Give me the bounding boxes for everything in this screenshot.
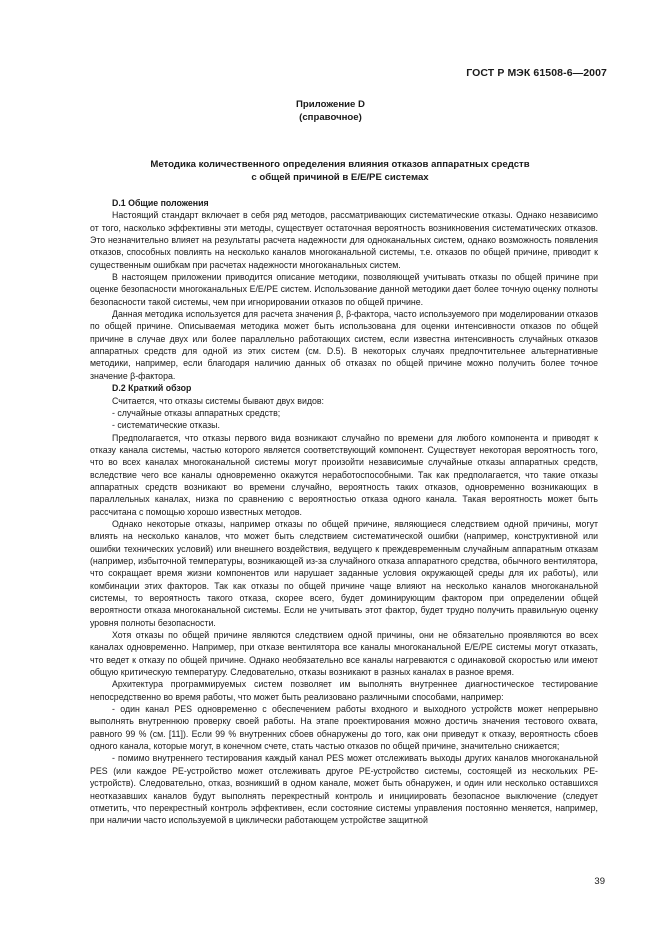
standard-header: ГОСТ Р МЭК 61508-6—2007 — [466, 67, 607, 79]
paragraph: Настоящий стандарт включает в себя ряд методов, рассматривающих систематические отказы. Однако независимо от того, насколько эффективны эти методы, существует остаточная вероятность возникновения систематических отказов. Это незначительно влияет на результаты расчета надежности для одноканальных систем, однако возможность появления отказов, способных повлиять на несколько каналов многоканальной системы, т.е. отказов по общей причине, приводит к существенным ошибкам при расчетах надежности многоканальных систем. — [90, 210, 598, 270]
list-item: - случайные отказы аппаратных средств; — [112, 407, 281, 418]
page-number: 39 — [594, 876, 605, 887]
paragraph: В настоящем приложении приводится описание методики, позволяющей учитывать отказы по общей причине при оценке безопасности многоканальных E/E/PE систем. Использование данной методики дает более точную оценку полноты безопасности такой системы, чем при игнорировании отказов по общей причине. — [90, 272, 598, 307]
body-text — [90, 197, 598, 827]
section-heading-d2: D.2 Краткий обзор — [112, 383, 192, 394]
document-title — [90, 158, 590, 184]
title-line-2: с общей причиной в E/E/PE системах — [251, 172, 429, 183]
list-item: - помимо внутреннего тестирования каждый канал PES может отслеживать выходы других каналов многоканальной PES (или каждое PE-устройство может отслеживать другое PE-устройство системы, состоящей из нескольких PE-устройств). Следовательно, отказ, возникший в одном канале, может быть обнаружен, и один или несколько оставшихся неотказавших каналов будут выполнять перекрестный контроль и инициировать безопасное выключение (следует отметить, что перекрестный контроль эффективен, если состояние системы управления постоянно меняется, например, при наличии часто используемой в циклически работающем устройстве защитной — [90, 753, 598, 826]
paragraph: Архитектура программируемых систем позволяет им выполнять внутреннее диагностическое тестирование непосредственно во время работы, что может быть реализовано различными способами, например: — [90, 679, 598, 702]
list-item: - систематические отказы. — [112, 420, 220, 431]
appendix-heading — [0, 98, 661, 124]
paragraph: Считается, что отказы системы бывают двух видов: — [112, 395, 325, 406]
paragraph: Данная методика используется для расчета значения β, β-фактора, часто используемого при моделировании отказов по общей причине. Описываемая методика может быть использована для оценки интенсивности отказов по общей причине в случае двух или более параллельно работающих систем, если известна интенсивность случайных отказов аппаратных средств для одной из этих систем (см. D.5). В некоторых случаях предпочтительнее альтернативные методики, например, если благодаря наличию данных об отказах по общей причине можно получить более точное значение β-фактора. — [90, 309, 598, 381]
title-line-1: Методика количественного определения влияния отказов аппаратных средств — [150, 159, 530, 170]
paragraph: Предполагается, что отказы первого вида возникают случайно по времени для любого компонента и приводят к отказу канала системы, частью которого является соответствующий компонент. Существует некоторая вероятность того, что во всех каналах многоканальной системы могут произойти независимые случайные отказы аппаратных средств, вследствие чего все каналы одновременно окажутся неработоспособными. Так как предполагается, что такие отказы аппаратных средств возникают во времени случайно, вероятность таких отказов, одновременно возникающих в параллельных каналах, низка по сравнению с вероятностью отказа одного канала. Такая вероятность может быть рассчитана с помощью хорошо известных методов. — [90, 432, 598, 517]
appendix-title: Приложение D — [296, 99, 365, 110]
paragraph: Хотя отказы по общей причине являются следствием одной причины, они не обязательно проявляются во всех каналах одновременно. Например, при отказе вентилятора все каналы многоканальной E/E/PE системы могут отказать, что ведет к отказу по общей причине. Однако необязательно все каналы нагреваются с одинаковой скоростью или имеют общую критическую температуру. Следовательно, отказы возникают в разных каналах в разное время. — [90, 630, 598, 678]
paragraph: Однако некоторые отказы, например отказы по общей причине, являющиеся следствием одной причины, могут влиять на несколько каналов, что может быть следствием систематической ошибки (например, конструктивной или ошибки технических условий) или внешнего воздействия, ведущего к преждевременным случайным аппаратным отказам (например, избыточной температуры, возникающей из-за случайного отказа аппаратного средства, обычного вентилятора, что сокращает время жизни компонентов или нарушает заданные условия окружающей среды для их работы), или комбинации этих факторов. Так как отказы по общей причине чаще влияют на несколько каналов многоканальной системы, то вероятность такого отказа, скорее всего, будет доминирующим фактором при определении общей вероятности отказа многоканальной системы. Если не учитывать этот фактор, будет трудно получить правильную оценку уровня полноты безопасности. — [90, 518, 598, 628]
appendix-subtitle: (справочное) — [299, 112, 362, 123]
list-item: - один канал PES одновременно с обеспечением работы входного и выходного устройств может непрерывно выполнять внутреннюю проверку своей работы. На этапе проектирования можно достичь значения тестового охвата, равного 99 % (см. [11]). Если 99 % внутренних сбоев обнаружены до того, как они приведут к отказу, вероятность сбоев одного канала, которые могут, в конечном счете, стать частью отказов по общей причине, значительно снижается; — [90, 704, 598, 752]
section-heading-d1: D.1 Общие положения — [112, 198, 209, 208]
